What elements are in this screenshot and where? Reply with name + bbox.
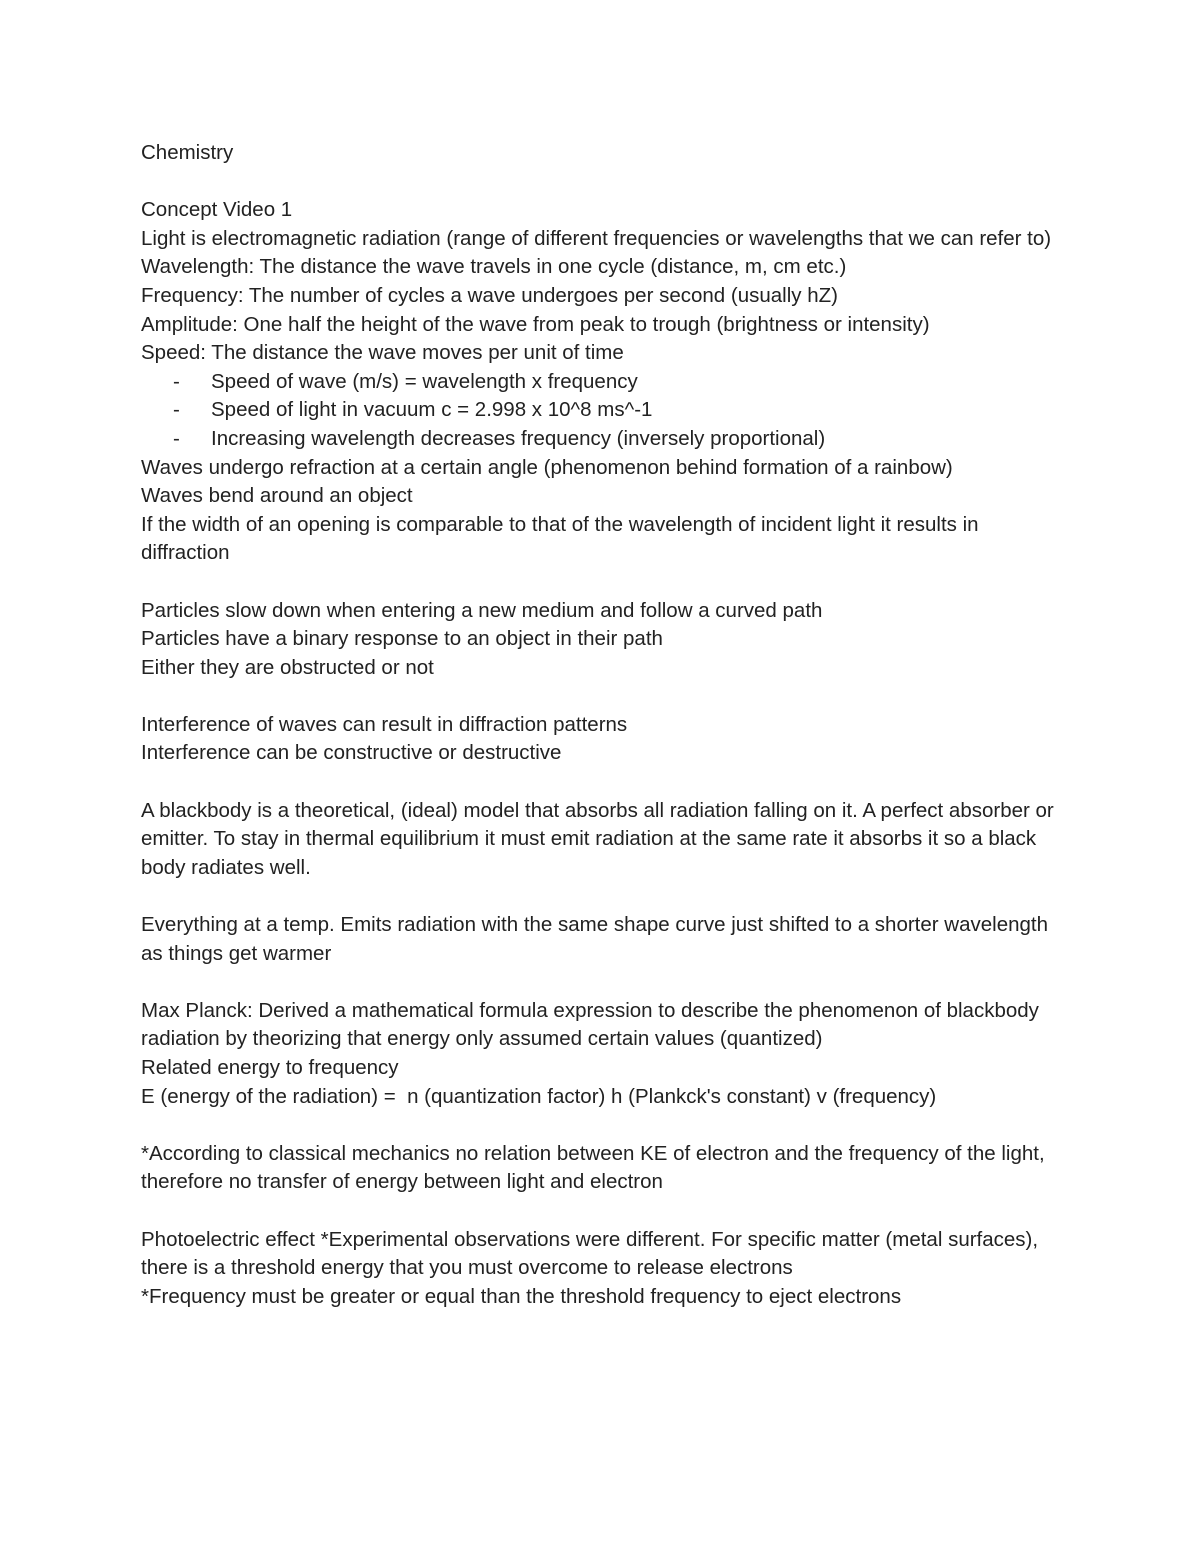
bullet-item bbox=[141, 425, 1061, 454]
bullet-text: Speed of light in vacuum c = 2.998 x 10^8 ms^-1 bbox=[211, 398, 653, 422]
paragraph-bend: Waves bend around an object bbox=[141, 484, 413, 508]
document-page bbox=[141, 139, 1061, 1311]
bullet-dash: - bbox=[173, 369, 180, 393]
bullet-text: Speed of wave (m/s) = wavelength x frequency bbox=[211, 369, 638, 393]
section-heading: Concept Video 1 bbox=[141, 198, 293, 222]
bullet-item bbox=[141, 396, 1061, 425]
paragraph-temperature: Everything at a temp. Emits radiation with the same shape curve just shifted to a shorter wavelength as things get warmer bbox=[141, 913, 1054, 965]
paragraph-light: Light is electromagnetic radiation (range of different frequencies or wavelengths that we can refer to) bbox=[141, 226, 1052, 250]
paragraph-refraction: Waves undergo refraction at a certain angle (phenomenon behind formation of a rainbow) bbox=[141, 455, 953, 479]
paragraph-planck-equation: E (energy of the radiation) = n (quantization factor) h (Plankck's constant) v (frequency) bbox=[141, 1084, 937, 1108]
spacer bbox=[141, 168, 1061, 197]
paragraph-particles: Particles slow down when entering a new medium and follow a curved path bbox=[141, 598, 823, 622]
paragraph-planck: Related energy to frequency bbox=[141, 1056, 399, 1079]
spacer bbox=[141, 1111, 1061, 1140]
bullet-text: Increasing wavelength decreases frequency (inversely proportional) bbox=[211, 426, 826, 450]
paragraph-frequency: Frequency: The number of cycles a wave undergoes per second (usually hZ) bbox=[141, 283, 838, 307]
paragraph-classical: *According to classical mechanics no relation between KE of electron and the frequency of the light, therefore no transfer of energy between light and electron bbox=[141, 1141, 1051, 1194]
paragraph-interference: Interference of waves can result in diffraction patterns bbox=[141, 712, 628, 736]
spacer bbox=[141, 568, 1061, 597]
paragraph-interference: Interference can be constructive or destructive bbox=[141, 741, 562, 765]
paragraph-speed: Speed: The distance the wave moves per unit of time bbox=[141, 341, 624, 365]
bullet-dash: - bbox=[173, 426, 180, 450]
bullet-dash: - bbox=[173, 398, 180, 422]
paragraph-diffraction: If the width of an opening is comparable to that of the wavelength of incident light it results in diffraction bbox=[141, 512, 985, 565]
spacer bbox=[141, 682, 1061, 711]
bullet-item bbox=[141, 368, 1061, 397]
paragraph-wavelength: Wavelength: The distance the wave travels in one cycle (distance, m, cm etc.) bbox=[141, 255, 847, 279]
paragraph-particles: Either they are obstructed or not bbox=[141, 655, 434, 679]
spacer bbox=[141, 882, 1061, 911]
spacer bbox=[141, 1197, 1061, 1226]
paragraph-blackbody: A blackbody is a theoretical, (ideal) model that absorbs all radiation falling on it. A perfect absorber or emitter. To stay in thermal equilibrium it must emit radiation at the same rate it absorbs it so a black body radiates well. bbox=[141, 798, 1060, 879]
paragraph-particles: Particles have a binary response to an object in their path bbox=[141, 627, 663, 651]
paragraph-planck: Max Planck: Derived a mathematical formula expression to describe the phenomenon of blackbody radiation by theorizing that energy only assumed certain values (quantized) bbox=[141, 998, 1045, 1051]
spacer bbox=[141, 968, 1061, 997]
paragraph-photoelectric: Photoelectric effect *Experimental observations were different. For specific matter (metal surfaces), there is a threshold energy that you must overcome to release electrons bbox=[141, 1227, 1044, 1280]
paragraph-amplitude: Amplitude: One half the height of the wave from peak to trough (brightness or intensity) bbox=[141, 312, 930, 336]
spacer bbox=[141, 768, 1061, 797]
document-title: Chemistry bbox=[141, 141, 234, 164]
paragraph-photoelectric: *Frequency must be greater or equal than the threshold frequency to eject electrons bbox=[141, 1284, 902, 1308]
